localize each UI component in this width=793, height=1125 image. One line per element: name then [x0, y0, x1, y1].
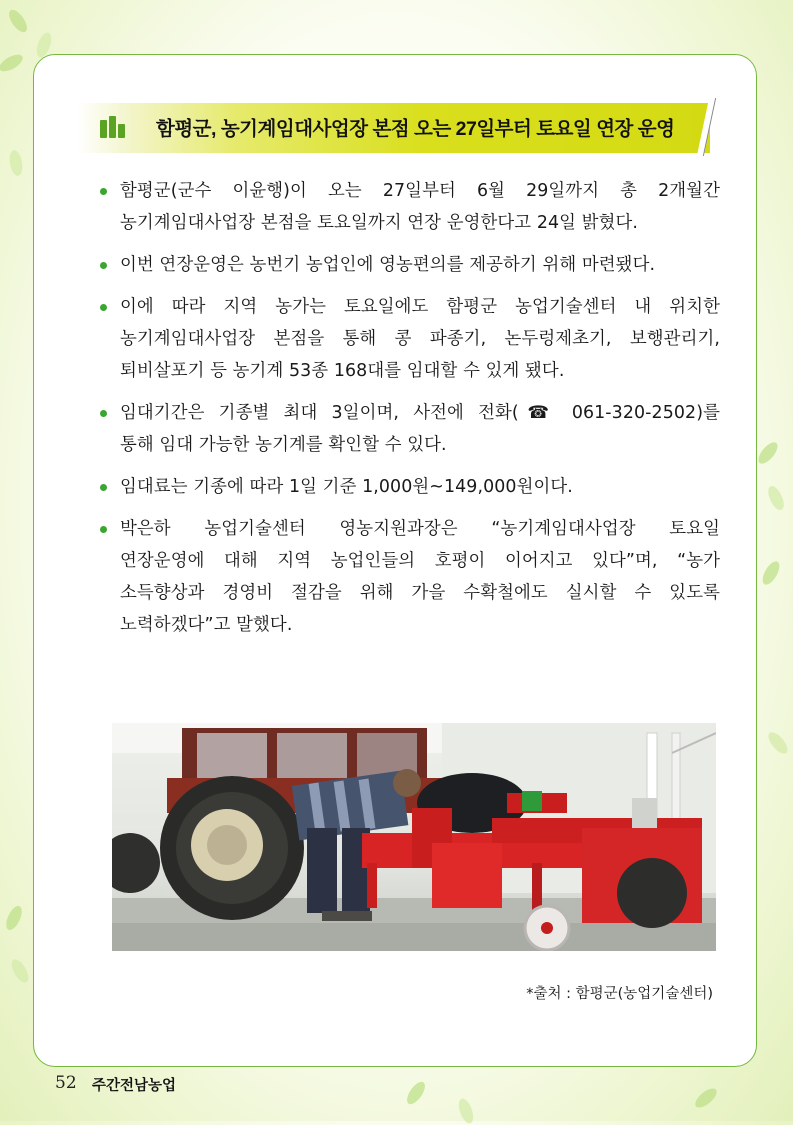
background-leaf — [759, 559, 782, 588]
background-leaf — [8, 957, 31, 986]
background-leaf — [8, 149, 24, 177]
paragraph-1 — [100, 175, 720, 239]
paragraph-line: 연장운영에 대해 지역 농업인들의 호평이 이어지고 있다”며, “농가 — [120, 551, 720, 571]
article-photo — [112, 723, 716, 951]
bullet-dot — [100, 410, 107, 417]
bullet-dot — [100, 262, 107, 269]
bullet-dot — [100, 526, 107, 533]
paragraph-line: 퇴비살포기 등 농기계 53종 168대를 임대할 수 있게 됐다. — [120, 361, 565, 381]
bullet-dot — [100, 188, 107, 195]
publication-name: 주간전남농업 — [92, 1078, 177, 1094]
paragraph-line: 임대기간은 기종별 최대 3일이며, 사전에 전화(☎ 061-320-2502)를 — [120, 403, 720, 423]
paragraph-line: 농기계임대사업장 본점을 토요일까지 연장 운영한다고 24일 밝혔다. — [120, 213, 639, 233]
tractor-illustration — [112, 723, 716, 951]
photo-caption: *출처 : 함평군(농업기술센터) — [526, 986, 713, 1002]
paragraph-line: 함평군(군수 이윤행)이 오는 27일부터 6월 29일까지 총 2개월간 — [120, 181, 720, 201]
paragraph-line: 소득향상과 경영비 절감을 위해 가을 수확철에도 실시할 수 있도록 — [120, 583, 720, 603]
page-number: 52 — [55, 1073, 77, 1093]
bar-chart-icon — [100, 116, 130, 138]
paragraph-line: 통해 임대 가능한 농기계를 확인할 수 있다. — [120, 435, 447, 455]
paragraph-line: 이번 연장운영은 농번기 농업인에 영농편의를 제공하기 위해 마련됐다. — [120, 255, 656, 275]
background-leaf — [6, 7, 31, 35]
paragraph-line: 이에 따라 지역 농가는 토요일에도 함평군 농업기술센터 내 위치한 — [120, 297, 720, 317]
article-body — [100, 175, 720, 651]
background-leaf — [0, 51, 25, 74]
bullet-dot — [100, 304, 107, 311]
paragraph-line: 농기계임대사업장 본점을 통해 콩 파종기, 논두렁제초기, 보행관리기, — [120, 329, 720, 349]
paragraph-5 — [100, 471, 720, 503]
background-leaf — [755, 439, 781, 467]
bullet-dot — [100, 484, 107, 491]
paragraph-line: 임대료는 기종에 따라 1일 기준 1,000원~149,000원이다. — [120, 477, 573, 497]
background-leaf — [3, 904, 25, 933]
background-leaf — [765, 484, 787, 513]
paragraph-6 — [100, 513, 720, 641]
paragraph-line: 노력하겠다”고 말했다. — [120, 615, 293, 635]
background-leaf — [692, 1085, 720, 1111]
paragraph-3 — [100, 291, 720, 387]
paragraph-line: 박은하 농업기술센터 영농지원과장은 “농기계임대사업장 토요일 — [120, 519, 720, 539]
article-title: 함평군, 농기계임대사업장 본점 오는 27일부터 토요일 연장 운영 — [156, 118, 675, 140]
paragraph-4 — [100, 397, 720, 461]
paragraph-2 — [100, 249, 720, 281]
background-leaf — [404, 1079, 429, 1107]
background-leaf — [765, 729, 791, 757]
